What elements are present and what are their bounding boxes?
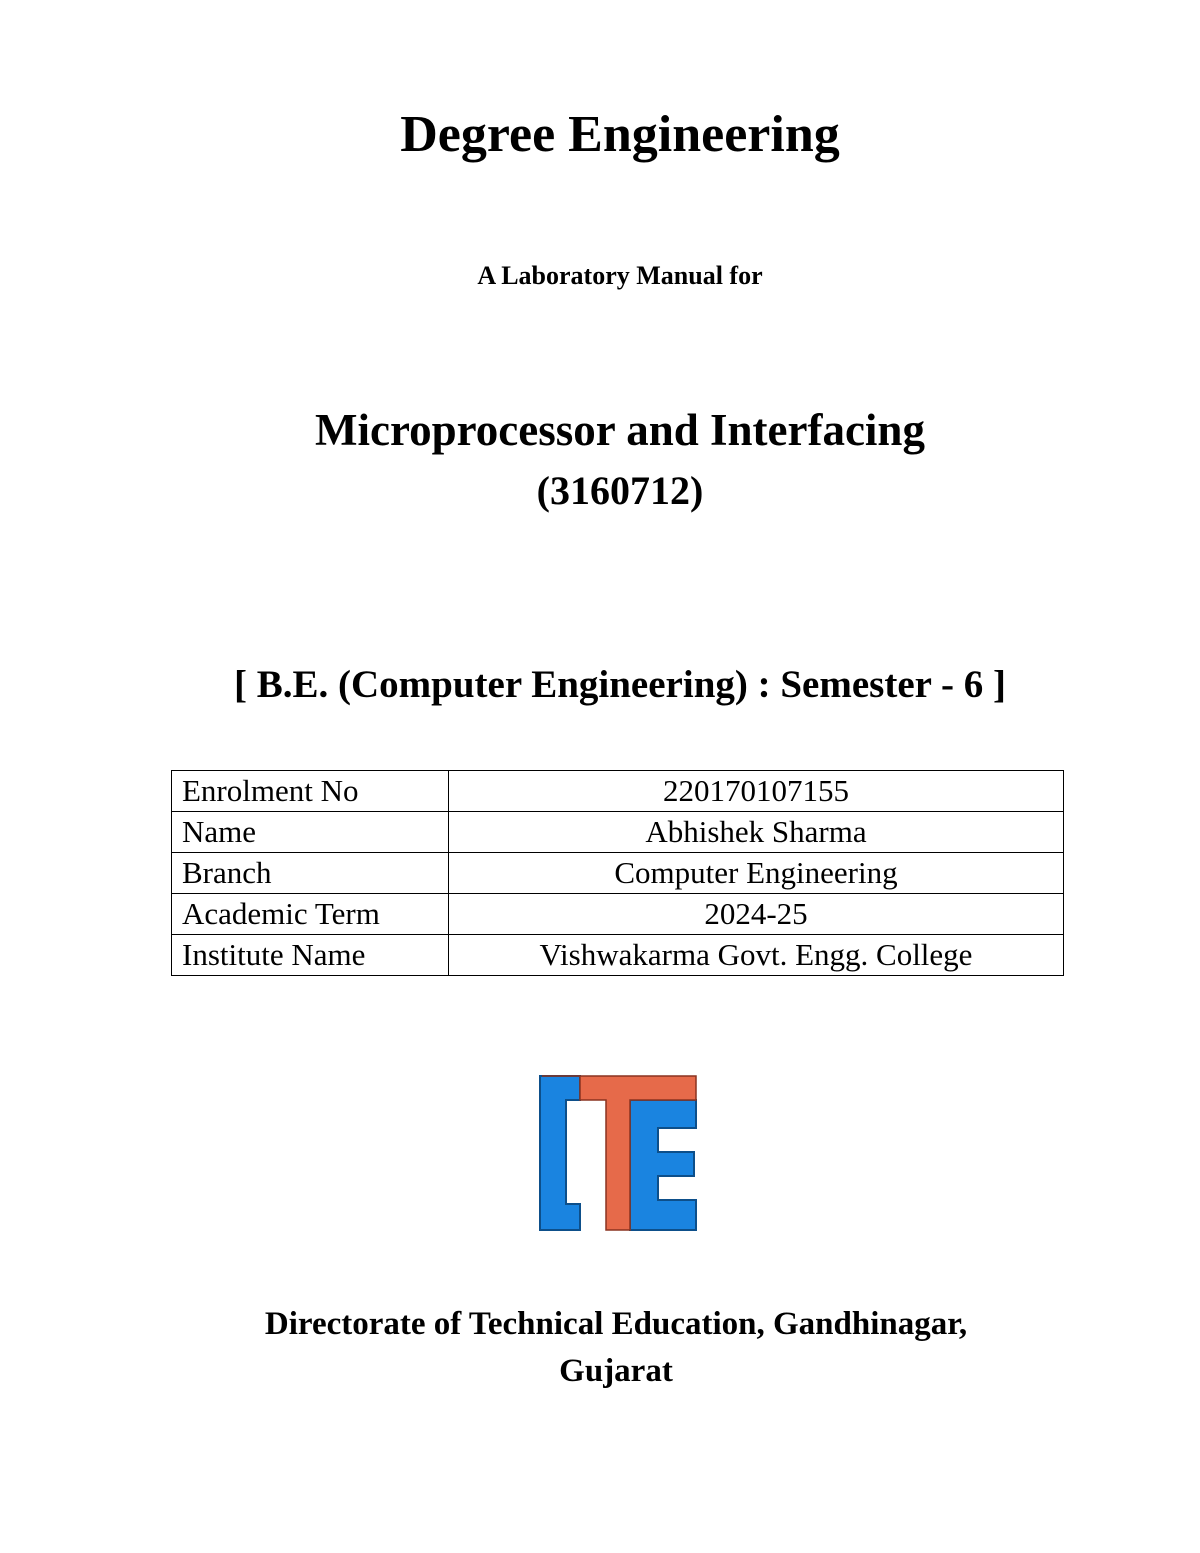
- branch-label: Branch: [172, 853, 449, 894]
- program-semester: [ B.E. (Computer Engineering) : Semester - 6 ]: [234, 663, 1006, 706]
- logo-e-shape: [630, 1100, 696, 1230]
- table-row: [172, 812, 1064, 853]
- document-title: Degree Engineering: [400, 106, 840, 163]
- dte-logo-icon: [538, 1072, 700, 1234]
- footer-state: Gujarat: [559, 1353, 673, 1389]
- student-info-table: [171, 770, 1064, 976]
- document-subtitle: A Laboratory Manual for: [477, 261, 763, 290]
- table-row: [172, 771, 1064, 812]
- academic-term-label: Academic Term: [172, 894, 449, 935]
- institute-name-value: Vishwakarma Govt. Engg. College: [449, 935, 1064, 976]
- table-row: [172, 935, 1064, 976]
- subject-code: (3160712): [536, 468, 704, 513]
- subject-name: Microprocessor and Interfacing: [315, 405, 925, 455]
- academic-term-value: 2024-25: [449, 894, 1064, 935]
- table-row: [172, 894, 1064, 935]
- name-label: Name: [172, 812, 449, 853]
- branch-value: Computer Engineering: [449, 853, 1064, 894]
- enrolment-value: 220170107155: [449, 771, 1064, 812]
- enrolment-label: Enrolment No: [172, 771, 449, 812]
- name-value: Abhishek Sharma: [449, 812, 1064, 853]
- logo-c-shape: [540, 1076, 580, 1230]
- footer-directorate: Directorate of Technical Education, Gandhinagar,: [264, 1306, 968, 1342]
- institute-name-label: Institute Name: [172, 935, 449, 976]
- table-row: [172, 853, 1064, 894]
